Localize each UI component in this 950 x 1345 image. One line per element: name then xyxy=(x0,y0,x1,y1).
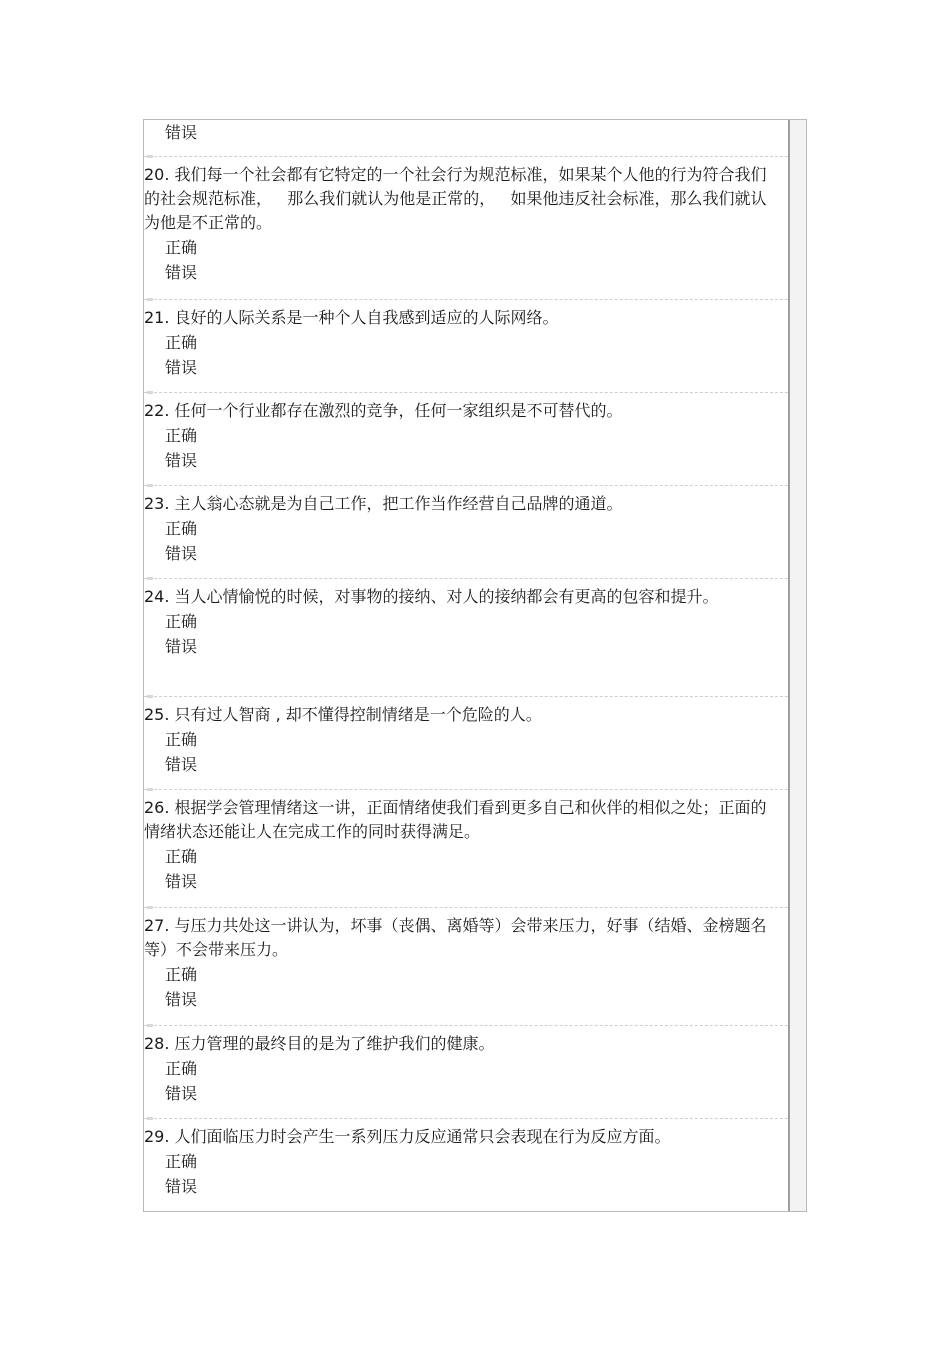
option-wrong[interactable]: 错误 xyxy=(165,544,198,563)
question-text: 24. 当人心情愉悦的时候，对事物的接纳、对人的接纳都会有更高的包容和提升。 xyxy=(144,587,719,606)
option-correct[interactable]: 正确 xyxy=(165,333,198,352)
option-correct[interactable]: 正确 xyxy=(165,847,198,866)
option-correct[interactable]: 正确 xyxy=(165,1059,198,1078)
option-correct[interactable]: 正确 xyxy=(165,426,198,445)
question-block-21 xyxy=(144,300,788,393)
option-correct[interactable]: 正确 xyxy=(165,238,198,257)
option-wrong[interactable]: 错误 xyxy=(165,755,198,774)
question-text: 26. 根据学会管理情绪这一讲，正面情绪使我们看到更多自己和伙伴的相似之处；正面的情绪状态还能让人在完成工作的同时获得满足。 xyxy=(144,798,767,841)
question-block-24 xyxy=(144,579,788,697)
question-block-29 xyxy=(144,1119,788,1212)
option-wrong[interactable]: 错误 xyxy=(165,1177,198,1196)
question-text: 25. 只有过人智商 , 却不懂得控制情绪是一个危险的人。 xyxy=(144,705,542,724)
question-text: 22. 任何一个行业都存在激烈的竞争，任何一家组织是不可替代的。 xyxy=(144,401,623,420)
question-block-22 xyxy=(144,393,788,486)
question-text: 20. 我们每一个社会都有它特定的一个社会行为规范标准，如果某个人他的行为符合我们的社会规范标准， 那么我们就认为他是正常的， 如果他违反社会标准，那么我们就认为他是不正常的。 xyxy=(144,165,767,232)
option-wrong[interactable]: 错误 xyxy=(165,451,198,470)
question-list xyxy=(144,120,788,1212)
option-wrong[interactable]: 错误 xyxy=(165,637,198,656)
question-text: 21. 良好的人际关系是一种个人自我感到适应的人际网络。 xyxy=(144,308,559,327)
question-block-27 xyxy=(144,908,788,1026)
option-wrong[interactable]: 错误 xyxy=(165,872,198,891)
option-correct[interactable]: 正确 xyxy=(165,1152,198,1171)
question-block-26 xyxy=(144,790,788,908)
option-wrong[interactable]: 错误 xyxy=(165,263,198,282)
option-wrong[interactable]: 错误 xyxy=(165,1084,198,1103)
option-correct[interactable]: 正确 xyxy=(165,965,198,984)
question-text: 23. 主人翁心态就是为自己工作，把工作当作经营自己品牌的通道。 xyxy=(144,494,623,513)
question-text: 29. 人们面临压力时会产生一系列压力反应通常只会表现在行为反应方面。 xyxy=(144,1127,671,1146)
option-wrong[interactable]: 错误 xyxy=(165,358,198,377)
question-block-23 xyxy=(144,486,788,579)
question-block-28 xyxy=(144,1026,788,1119)
option-correct[interactable]: 正确 xyxy=(165,730,198,749)
option-correct[interactable]: 正确 xyxy=(165,519,198,538)
scrollbar[interactable] xyxy=(788,120,806,1211)
quiz-frame xyxy=(143,119,807,1212)
question-text: 27. 与压力共处这一讲认为，坏事（丧偶、离婚等）会带来压力，好事（结婚、金榜题名等）不会带来压力。 xyxy=(144,916,767,959)
option-wrong[interactable]: 错误 xyxy=(165,123,198,142)
question-text: 28. 压力管理的最终目的是为了维护我们的健康。 xyxy=(144,1034,495,1053)
question-block-25 xyxy=(144,697,788,790)
option-correct[interactable]: 正确 xyxy=(165,612,198,631)
option-wrong[interactable]: 错误 xyxy=(165,990,198,1009)
question-block-19-partial xyxy=(144,120,788,157)
question-block-20 xyxy=(144,157,788,300)
